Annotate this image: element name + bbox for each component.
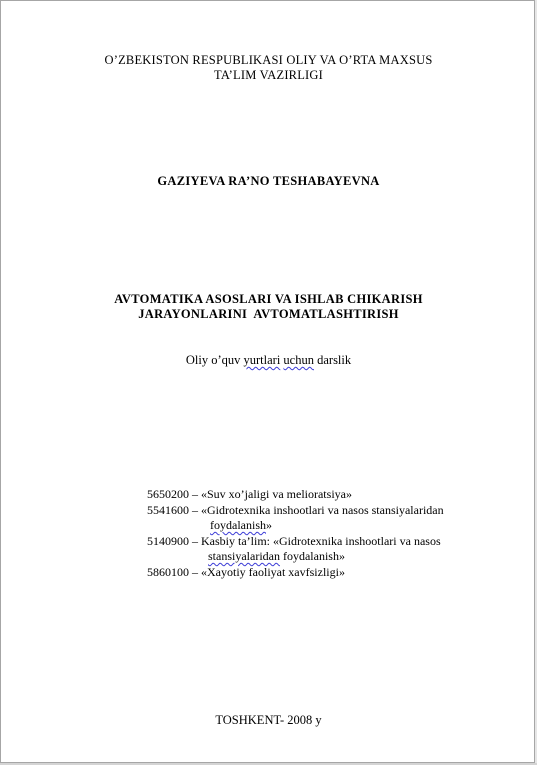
author-name: GAZIYEVA RA’NO TESHABAYEVNA [157, 174, 380, 188]
specialty-cont-rest: foydalanish» [279, 549, 345, 563]
spellcheck-word: stansiyalaridan [208, 549, 280, 563]
specialty-item: 5541600 – «Gidrotexnika inshootlari va nasos stansiyalaridan [147, 502, 444, 517]
subtitle-word-uchun: uchun [283, 353, 314, 367]
specialty-item-continuation [147, 518, 444, 534]
specialty-list [147, 487, 444, 580]
specialty-item: 5650200 – «Suv xo’jaligi va melioratsiya» [147, 487, 352, 501]
specialty-item: 5860100 – «Xayotiy faoliyat xavfsizligi» [147, 564, 345, 579]
city-year-footer: TOSHKENT- 2008 y [215, 713, 322, 727]
ministry-heading [1, 53, 536, 83]
book-subtitle [1, 353, 536, 368]
spellcheck-word: foydalanish [210, 518, 266, 532]
specialty-item: 5140900 – Kasbiy ta’lim: «Gidrotexnika inshootlari va nasos [147, 533, 441, 548]
ministry-line-2: TA’LIM VAZIRLIGI [213, 68, 324, 82]
specialty-item-continuation [147, 549, 444, 565]
subtitle-prefix: Oliy o’quv [185, 353, 244, 367]
book-title [1, 292, 536, 322]
subtitle-suffix: darslik [313, 353, 352, 367]
title-line-1: AVTOMATIKA ASOSLARI VA ISHLAB CHIKARISH [114, 292, 423, 306]
title-line-2: JARAYONLARINI AVTOMATLASHTIRISH [138, 307, 399, 321]
specialty-cont-rest: » [266, 518, 272, 532]
subtitle-word-yurtlari: yurtlari [243, 353, 281, 367]
ministry-line-1: O’ZBEKISTON RESPUBLIKASI OLIY VA O’RTA MAXSUS [104, 53, 433, 67]
